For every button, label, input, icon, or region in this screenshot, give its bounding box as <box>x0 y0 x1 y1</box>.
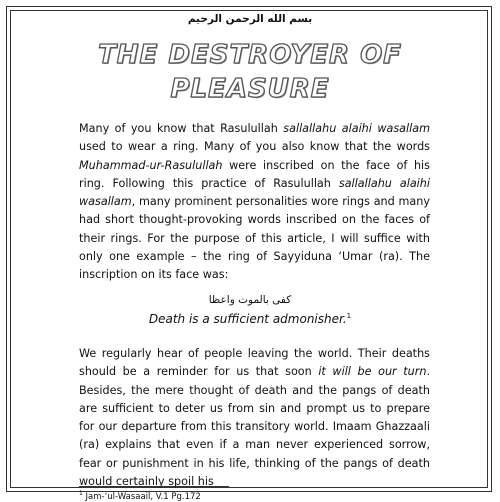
paragraph-intro <box>79 120 430 285</box>
article-title-line-2: PLEASURE <box>170 74 330 104</box>
salutation-text: sallallahu alaihi wasallam <box>283 122 430 135</box>
paragraph-reflection-text: We regularly hear of people leaving the world. Their deaths should be a reminder for us that soon <box>79 347 430 379</box>
inscription-translation <box>0 312 500 326</box>
paragraph-intro-text: Many of you know that Rasulullah <box>79 122 284 135</box>
paragraph-intro-text: were inscribed on the face of his ring. Following this practice of Rasulullah <box>79 158 430 190</box>
footnote <box>79 490 201 502</box>
salutation-text: sallallahu alaihi wasallam <box>79 176 430 209</box>
paragraph-intro-text: , many prominent personalities wore rings and many had short thought-provoking words inscribed on the faces of their rings. For the purpose of this article, I will suffice with only one example – the ring of Sayyiduna ‘Umar (ra). The inscription on its face was: <box>79 195 430 282</box>
footnote-divider <box>79 486 229 487</box>
ring-inscription-text: Muhammad-ur-Rasulullah <box>79 158 223 172</box>
footnote-reference[interactable]: 1 <box>346 312 352 320</box>
footnote-text: Jam-‘ul-Wasaail, V.1 Pg.172 <box>82 491 201 502</box>
paragraph-reflection <box>79 345 430 491</box>
paragraph-intro-text: used to wear a ring. Many of you also know that the words <box>79 140 430 154</box>
emphasis-text: it will be our turn <box>318 365 427 379</box>
paragraph-reflection-text: . Besides, the mere thought of death and the pangs of death are sufficient to deter us from sin and prompt us to prepare for our departure from this transitory world. Imaam Ghazzaali (ra) explains that even if a man never experienced sorrow, fear or punishment in his life, thinking of the pangs of death would certainly spoil his <box>79 365 430 489</box>
basmala-heading: بسم الله الرحمن الرحيم <box>187 13 313 25</box>
footnote-number: 1 <box>79 490 83 497</box>
article-title-line-1: THE DESTROYER OF <box>98 40 402 70</box>
article-title <box>40 38 460 106</box>
inscription-translation-text: Death is a sufficient admonisher. <box>148 312 347 326</box>
arabic-inscription: كفى بالموت واعظا <box>208 294 292 306</box>
